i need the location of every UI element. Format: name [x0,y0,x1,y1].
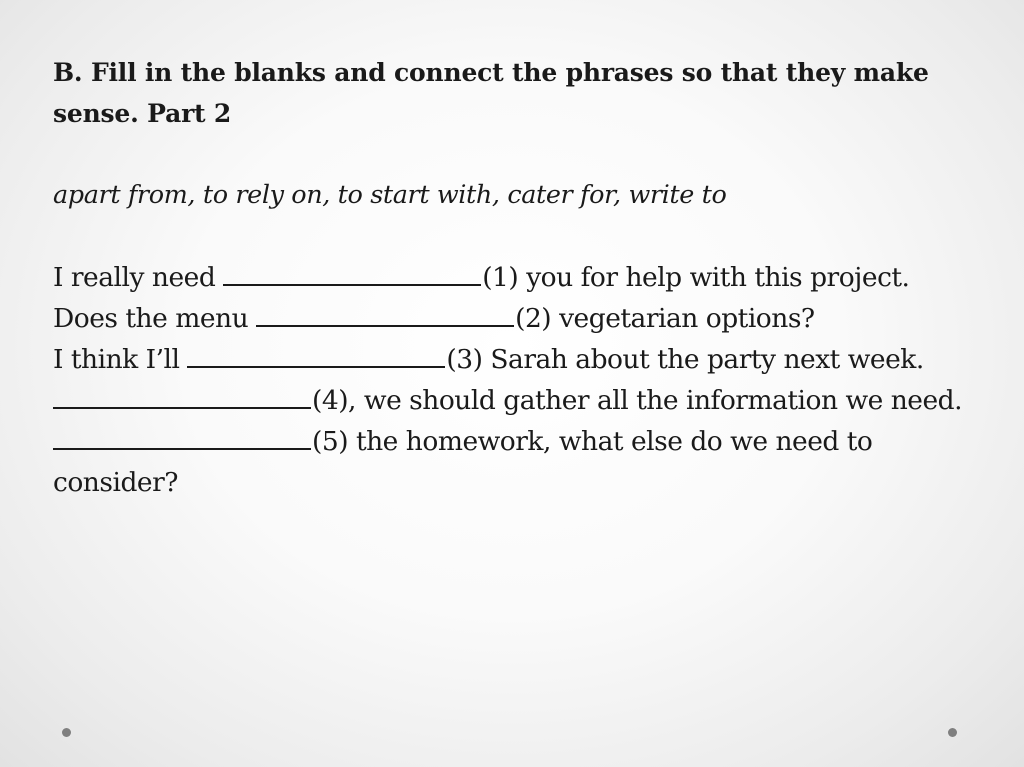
sentence-3-before: I think I’ll [53,344,188,375]
blank-5 [53,424,311,450]
sentence-1-before: I really need [53,262,224,293]
word-bank: apart from, to rely on, to start with, cater for, write to [53,180,727,210]
blank-1 [223,260,481,286]
exercise-heading: B. Fill in the blanks and connect the phrases so that they make sense. Part 2 [53,58,929,128]
sentence-4-number: (4) [312,385,349,416]
blank-2 [256,301,514,327]
sentence-4 [53,380,993,421]
sentence-2-number: (2) [515,303,552,334]
sentence-2-before: Does the menu [53,303,257,334]
sentence-1-number: (1) [482,262,519,293]
sentence-3-after: Sarah about the party next week. [482,344,924,375]
sentence-list [53,257,993,503]
sentence-2-after: vegetarian options? [551,303,815,334]
sentence-1 [53,257,993,298]
sentence-1-after: you for help with this project. [518,262,910,293]
sentence-5 [53,421,993,503]
sentence-4-after: , we should gather all the information we need. [348,385,963,416]
sentence-5-number: (5) [312,426,349,457]
sentence-3-number: (3) [446,344,483,375]
slide-content [53,52,993,503]
blank-4 [53,383,311,409]
corner-dot-left [62,728,71,737]
blank-3 [187,342,445,368]
corner-dot-right [948,728,957,737]
sentence-3 [53,339,993,380]
sentence-5-after: the homework, what else do we need to consider? [53,426,873,498]
sentence-2 [53,298,993,339]
